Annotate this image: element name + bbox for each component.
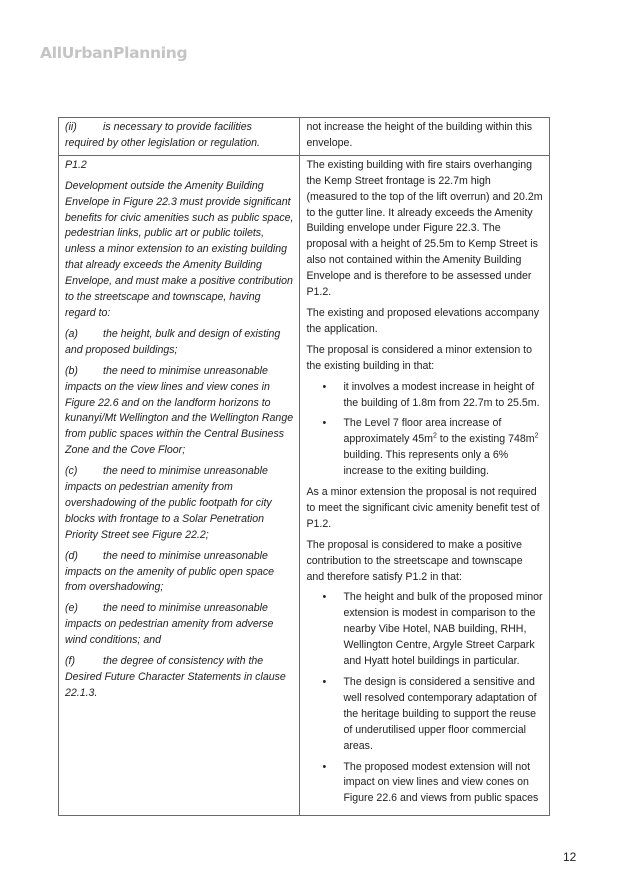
bullet-icon: •	[322, 380, 327, 393]
response-text: not increase the height of the building within this envelope.	[306, 121, 533, 149]
bullet-icon: •	[322, 591, 327, 604]
response-cell	[300, 118, 550, 156]
clause-item	[65, 654, 293, 702]
bullet-icon: •	[322, 760, 327, 773]
bullet-item	[306, 675, 543, 755]
item-label: (f)	[65, 655, 75, 668]
bullet-item	[306, 590, 543, 670]
page-number: 12	[563, 850, 577, 864]
item-text: the need to minimise unreasonable impacts on pedestrian amenity from overshadowing of the public footpath for city blocks with frontage to a Solar Penetration Priority Street see Figure 22.2;	[65, 465, 272, 541]
bullet-item	[306, 760, 543, 808]
clause-item	[65, 364, 293, 459]
clause-item	[65, 327, 293, 359]
superscript: 2	[432, 432, 437, 440]
bullet-text: The Level 7 floor area increase of approximately 45m	[343, 417, 502, 446]
item-label: (ii)	[65, 121, 77, 133]
bullet-item	[306, 416, 543, 480]
table-row	[59, 155, 550, 815]
clause-intro: Development outside the Amenity Building Envelope in Figure 22.3 must provide significant benefits for civic amenities such as public space, pedestrian links, public art or public toilets, unless a minor extension to an existing building that already exceeds the Amenity Building Envelope, and must make a positive contribution to the streetscape and townscape, having regard to:	[65, 179, 294, 319]
bullet-item	[306, 380, 543, 412]
standard-cell	[59, 155, 300, 815]
bullet-text: The proposed modest extension will not impact on view lines and view cones on Figure 22.6 and views from public spaces	[343, 760, 539, 805]
bullet-text: The height and bulk of the proposed minor extension is modest in comparison to the nearby Vibe Hotel, NAB building, RHH, Wellington Centre, Argyle Street Carpark and Hyatt hotel buildings in particular.	[343, 591, 543, 668]
response-paragraph: The proposal is considered to make a positive contribution to the streetscape and townscape and therefore satisfy P1.2 in that:	[306, 538, 523, 583]
response-cell	[300, 155, 550, 815]
superscript: 2	[534, 432, 539, 440]
clause-item	[65, 549, 293, 597]
bullet-list	[306, 380, 543, 480]
item-text: the degree of consistency with the Desired Future Character Statements in clause 22.1.3.	[65, 655, 286, 699]
planning-assessment-table	[58, 117, 550, 816]
clause-heading: P1.2	[65, 158, 87, 171]
bullet-text: The design is considered a sensitive and well resolved contemporary adaptation of the heritage building to support the reuse of underutilised upper floor commercial areas.	[343, 676, 537, 752]
bullet-text: building. This represents only a 6% increase to the exiting building.	[343, 449, 509, 478]
bullet-text: it involves a modest increase in height of the building of 1.8m from 22.7m to 25.5m.	[343, 380, 540, 409]
table-row	[59, 118, 550, 156]
clause-item	[65, 464, 293, 544]
bullet-list	[306, 590, 543, 807]
response-paragraph: The existing and proposed elevations accompany the application.	[306, 306, 540, 335]
response-paragraph: The proposal is considered a minor extension to the existing building in that:	[306, 343, 532, 372]
item-text: the need to minimise unreasonable impacts on the amenity of public open space from overshadowing;	[65, 549, 275, 594]
response-paragraph: As a minor extension the proposal is not required to meet the significant civic amenity benefit test of P1.2.	[306, 486, 540, 530]
item-text: the need to minimise unreasonable impacts on pedestrian amenity from adverse wind conditions; and	[65, 602, 274, 647]
clause-item	[65, 601, 293, 649]
item-label: (a)	[65, 327, 78, 340]
item-label: (c)	[65, 465, 78, 478]
company-logo: AllUrbanPlanning	[40, 44, 188, 62]
bullet-icon: •	[322, 417, 327, 430]
response-paragraph: The existing building with fire stairs overhanging the Kemp Street frontage is 22.7m high (measured to the top of the lift overrun) and 20.2m to the gutter line. It already exceeds the Amenity Building envelope under Figure 22.3. The proposal with a height of 25.5m to Kemp Street is also not contained within the Amenity Building Envelope and is therefore to be assessed under P1.2.	[306, 158, 543, 299]
item-text: is necessary to provide facilities required by other legislation or regulation.	[65, 121, 260, 149]
bullet-icon: •	[322, 676, 327, 688]
item-label: (d)	[65, 549, 78, 562]
item-text: the height, bulk and design of existing and proposed buildings;	[65, 327, 281, 356]
item-label: (e)	[65, 602, 78, 615]
item-text: the need to minimise unreasonable impacts on the view lines and view cones in Figure 22.6 and on the landform horizons to kunanyi/Mt Wellington and the Wellington Range from public spaces within the Central Business Zone and the Cove Floor;	[65, 364, 294, 457]
bullet-text: to the existing 748m	[436, 433, 535, 446]
item-label: (b)	[65, 364, 78, 377]
standard-cell	[59, 118, 300, 156]
